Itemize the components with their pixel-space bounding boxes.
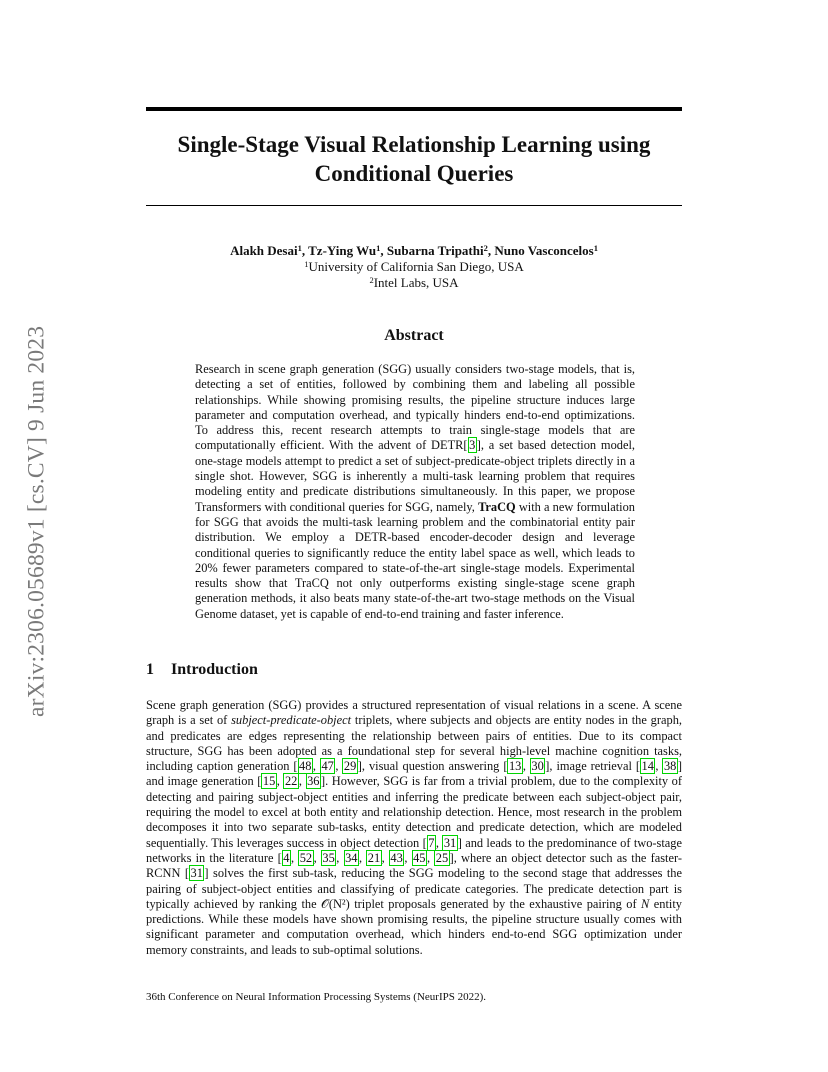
citation-group	[189, 865, 204, 881]
citation-link[interactable]: 30	[531, 759, 544, 774]
citation-link[interactable]: 13	[508, 759, 522, 774]
section-title: Introduction	[171, 661, 258, 678]
section-heading	[146, 661, 258, 679]
intro-fragment: entity predictions. While these models have shown promising results, the pipeline structure usually comes with significant parameter and computation overhead, which hinders end-to-end SGG optimization under memory constraints, and leads to sub-optimal solutions.	[146, 896, 682, 957]
intro-fragment: ]. However, SGG is far from a trivial problem, due to the complexity of detecting and pairing subject-object entities and inferring the predicate between each subject-object pair, requiring the model to excel at both entity and relationship detection. Hence, most research in the problem decomposes it into two separate sub-tasks, entity detection and predicate detection, which are modeled sequentially. This leverages success in object detection [	[146, 774, 683, 850]
conference-footnote: 36th Conference on Neural Information Processing Systems (NeurIPS 2022).	[146, 991, 487, 1003]
affiliation-mark: 1	[304, 259, 309, 269]
citation-link[interactable]: 52	[299, 850, 313, 865]
abstract-fragment: Research in scene graph generation (SGG) usually considers two-stage models, that is, detecting a set of entities, followed by combining them and labeling all possible relationships. While showing promising results, the pipeline structure induces large parameter and computation overhead, and typically hinders end-to-end optimizations. To address this, recent research attempts to train single-stage models that are computationally efficient. With the advent of DETR	[195, 362, 635, 453]
intro-fragment: ] and image generation [	[146, 759, 682, 789]
citation-group: 13 , 30	[508, 759, 544, 774]
author-mark: 2	[483, 243, 488, 253]
citation-group: 4 , 52 , 35 , 34 , 21 , 43 , 45 , 25	[283, 850, 449, 865]
math-variable: N	[641, 896, 650, 911]
citation-group: 48 , 47 , 29	[299, 759, 357, 774]
citation-link[interactable]: 22	[284, 774, 298, 789]
affiliation-text: Intel Labs, USA	[373, 275, 459, 290]
citation-link[interactable]: 31	[190, 866, 203, 881]
introduction-text	[146, 698, 682, 958]
citation-link[interactable]: 3	[469, 438, 476, 453]
abstract-fragment: with a new formulation for SGG that avoids the multi-task learning problem and the combinatorial entity pair distribution. We employ a DETR-based encoder-decoder design and leverage conditional queries to significantly reduce the entity label space as well, which leads to 20% fewer parameters compared to state-of-the-art single-stage models. Experimental results show that TraCQ not only outperforms existing single-stage scene graph generation methods, it also beats many state-of-the-art two-stage methods on the Visual Genome dataset, yet is capable of end-to-end training and faster inference.	[195, 499, 635, 621]
author-name: Nuno Vasconcelos	[494, 243, 594, 258]
title-rule-top	[146, 107, 682, 111]
citation-link[interactable]: 21	[367, 850, 381, 865]
citation-group: 15 , 22 , 36	[262, 774, 320, 789]
section-number: 1	[146, 661, 154, 678]
intro-fragment: ], image retrieval [	[545, 759, 641, 774]
citation-link[interactable]: 25	[435, 850, 449, 865]
author-names: Alakh Desai$^1$, Tz-Ying Wu$^1$, Subarna Tripathi$^2$, Nuno Vasconcelos$^1$	[230, 243, 598, 258]
title-line-2: Conditional Queries	[314, 161, 514, 186]
intro-fragment: ], where an object detector such as the faster-RCNN [	[146, 850, 682, 881]
citation-link[interactable]: 14	[641, 759, 654, 774]
citation-link[interactable]: 45	[413, 850, 426, 865]
abstract-text: Research in scene graph generation (SGG) usually considers two-stage models, that is, detecting a set of entities, followed by combining them and labeling all possible relationships. While showing promising results, the pipeline structure induces large parameter and computation overhead, and typically hinders end-to-end optimizations. To address this, recent research attempts to train single-stage models that are computationally efficient. With the advent of DETR[ 3 ], a set based detection model, one-stage models attempt to predict a set of subject-predicate-object triplets directly in a single shot. However, SGG is inherently a multi-task learning problem that requires modeling entity and predicate distributions simultaneously. In this paper, we propose Transformers with conditional queries for SGG, namely, TraCQ with a new formulation for SGG that avoids the multi-task learning problem and the combinatorial entity pair distribution. We employ a DETR-based encoder-decoder design and leverage conditional queries to significantly reduce the entity label space as well, which leads to 20% fewer parameters compared to state-of-the-art single-stage models. Experimental results show that TraCQ not only outperforms existing single-stage scene graph generation methods, it also beats many state-of-the-art two-stage methods on the Visual Genome dataset, yet is capable of end-to-end training and faster inference.	[195, 362, 635, 621]
citation-link[interactable]: 7	[428, 835, 435, 850]
paper-title	[146, 130, 682, 188]
citation-link[interactable]: 48	[299, 759, 312, 774]
citation-link[interactable]: 34	[345, 850, 358, 865]
math-expression: 𝒪(N²)	[321, 896, 350, 911]
intro-fragment: triplet proposals generated by the exhaustive pairing of	[349, 896, 642, 911]
affiliation-mark: 2	[369, 275, 374, 285]
affiliation	[146, 275, 682, 291]
citation-link[interactable]: 15	[262, 774, 276, 789]
citation-group: 7 , 31	[428, 835, 457, 850]
affiliation	[146, 259, 682, 275]
affiliation-text: University of California San Diego, USA	[308, 259, 524, 274]
citation-link[interactable]: 38	[663, 759, 677, 774]
citation-link[interactable]: 35	[322, 850, 335, 865]
title-rule-bottom	[146, 205, 682, 206]
intro-fragment: ], visual question answering [	[357, 759, 508, 774]
abstract-heading: Abstract	[384, 327, 444, 344]
citation-link[interactable]: 4	[283, 850, 290, 865]
citation-link[interactable]: 31	[443, 835, 457, 850]
citation-group: 14 , 38	[641, 759, 677, 774]
title-line-1: Single-Stage Visual Relationship Learning using	[177, 132, 651, 157]
intro-fragment: Scene graph generation (SGG) provides a structured representation of visual relations in a scene. A scene graph is a set of	[146, 698, 682, 728]
author-mark: 1	[593, 243, 598, 253]
abstract-fragment: , a set based detection model, one-stage models attempt to predict a set of subject-predicate-object triplets directly in a single shot. However, SGG is inherently a multi-task learning problem that requires modeling entity and predicate distributions simultaneously. In this paper, we propose Transformers with conditional queries for SGG, namely,	[195, 438, 635, 514]
citation-link[interactable]: 29	[343, 759, 357, 774]
citation-link[interactable]: 36	[307, 774, 320, 789]
emphasis-text: subject-predicate-object	[231, 713, 352, 728]
author-name: Subarna Tripathi	[386, 243, 484, 258]
method-name: TraCQ	[478, 499, 516, 514]
author-name: Alakh Desai	[230, 243, 298, 258]
arxiv-identifier: arXiv:2306.05689v1 [cs.CV] 9 Jun 2023	[23, 325, 50, 717]
author-mark: 1	[297, 243, 302, 253]
author-mark: 1	[376, 243, 381, 253]
intro-fragment: ] and leads to the predominance of two-stage networks in the literature [	[146, 835, 682, 865]
author-block	[146, 242, 682, 291]
citation-link[interactable]: 47	[321, 759, 334, 774]
intro-fragment: triplets, where subjects and objects are entity nodes in the graph, and predicates are edges representing the relationship between pairs of entities. Due to its compact structure, SGG has been adopted as a foundational step for several high-level machine cognition tasks, including caption generation [	[146, 713, 682, 774]
author-name: Tz-Ying Wu	[308, 243, 377, 258]
intro-fragment: ] solves the first sub-task, reducing the SGG modeling to the second stage that addresses the pairing of subject-object entities and classifying of predicate categories. The predicate detection part is typically achieved by ranking the	[146, 866, 682, 911]
citation-link[interactable]: 43	[390, 850, 403, 865]
